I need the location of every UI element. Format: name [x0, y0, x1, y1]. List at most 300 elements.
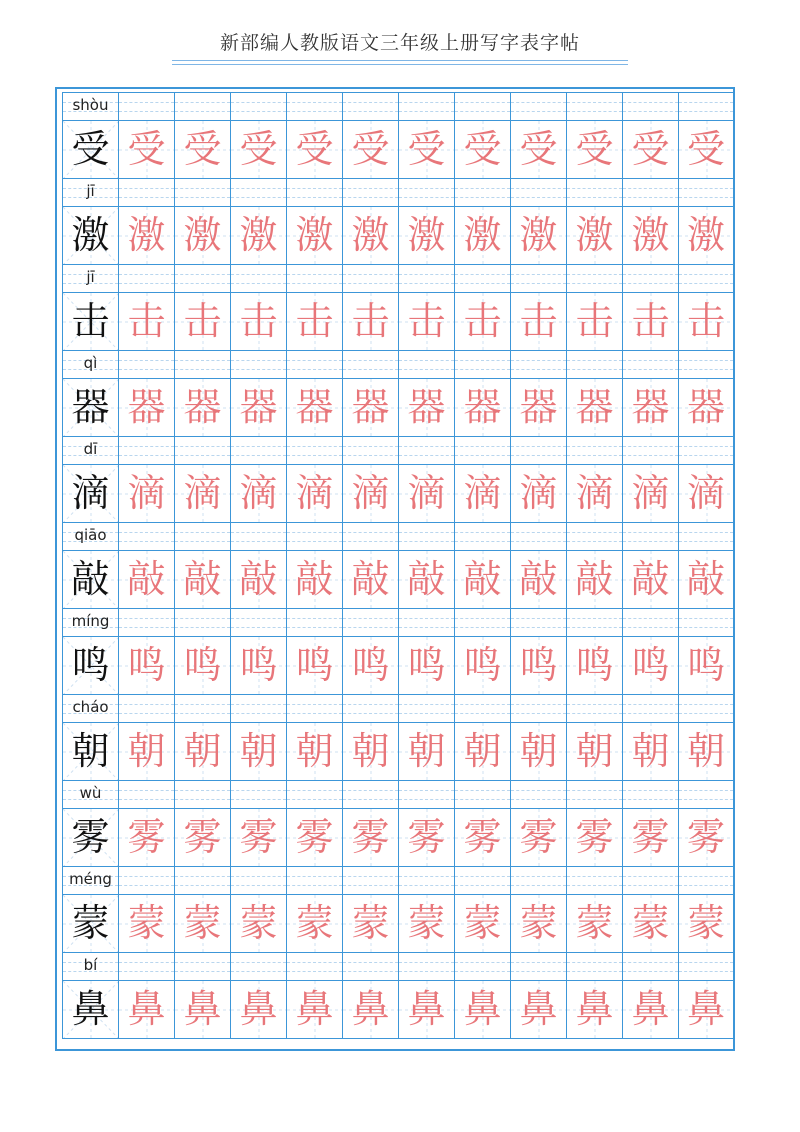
- pinyin-cell: [510, 608, 566, 636]
- pinyin-cell: [566, 522, 622, 550]
- trace-character: 滴: [407, 471, 446, 515]
- tracing-cell: [118, 120, 174, 178]
- pinyin-cell: [230, 436, 286, 464]
- pinyin-label: méng: [69, 870, 112, 888]
- tracing-cell: [510, 378, 566, 436]
- trace-character: 受: [686, 127, 725, 171]
- tracing-cell: [678, 980, 734, 1038]
- pinyin-cell: [118, 608, 174, 636]
- trace-character: 朝: [575, 729, 614, 773]
- trace-character: 器: [631, 385, 670, 429]
- pinyin-cell: [622, 780, 678, 808]
- tracing-cell: [454, 808, 510, 866]
- model-character: 受: [71, 127, 110, 171]
- pinyin-cell: [230, 92, 286, 120]
- pinyin-cell: [398, 866, 454, 894]
- model-character-cell: [62, 292, 118, 350]
- trace-character: 蒙: [407, 901, 446, 945]
- model-character-cell: [62, 206, 118, 264]
- pinyin-cell: [230, 522, 286, 550]
- trace-character: 器: [351, 385, 390, 429]
- character-row: [62, 780, 734, 866]
- pinyin-cell: [510, 264, 566, 292]
- tracing-cell: [510, 722, 566, 780]
- pinyin-cell: [454, 522, 510, 550]
- trace-character: 敲: [631, 557, 670, 601]
- trace-character: 敲: [351, 557, 390, 601]
- trace-character: 激: [631, 213, 670, 257]
- tracing-cell: [286, 550, 342, 608]
- trace-character: 鼻: [183, 987, 222, 1031]
- pinyin-cell: [454, 436, 510, 464]
- trace-character: 激: [463, 213, 502, 257]
- character-row: [62, 952, 734, 1038]
- model-character-cell: [62, 464, 118, 522]
- tracing-cell: [118, 808, 174, 866]
- tracing-cell: [622, 894, 678, 952]
- pinyin-row: [62, 608, 734, 636]
- title-underline: [172, 64, 628, 65]
- pinyin-cell: [622, 350, 678, 378]
- character-row: [62, 92, 734, 178]
- trace-character: 蒙: [519, 901, 558, 945]
- trace-character: 蒙: [575, 901, 614, 945]
- pinyin-cell: [118, 264, 174, 292]
- model-character: 蒙: [71, 901, 110, 945]
- model-character: 滴: [71, 471, 110, 515]
- tracing-cell: [566, 464, 622, 522]
- tracing-cell: [622, 722, 678, 780]
- trace-character: 鼻: [463, 987, 502, 1031]
- pinyin-cell: [230, 694, 286, 722]
- model-character: 朝: [71, 729, 110, 773]
- pinyin-cell: [62, 178, 118, 206]
- tracing-cell: [118, 464, 174, 522]
- pinyin-cell: [622, 178, 678, 206]
- trace-character: 蒙: [127, 901, 166, 945]
- tracing-cell: [454, 550, 510, 608]
- pinyin-cell: [454, 350, 510, 378]
- character-row: [62, 866, 734, 952]
- tracing-cell: [622, 980, 678, 1038]
- tracing-cell: [622, 636, 678, 694]
- pinyin-cell: [510, 178, 566, 206]
- trace-character: 鼻: [407, 987, 446, 1031]
- tracing-cell: [398, 378, 454, 436]
- tracing-cell: [286, 894, 342, 952]
- pinyin-cell: [62, 694, 118, 722]
- trace-character: 滴: [575, 471, 614, 515]
- tracing-cell: [454, 292, 510, 350]
- tracing-cell: [678, 120, 734, 178]
- trace-character: 鸣: [239, 643, 278, 687]
- pinyin-cell: [286, 780, 342, 808]
- pinyin-cell: [118, 92, 174, 120]
- tracing-cell: [678, 464, 734, 522]
- trace-character: 器: [686, 385, 725, 429]
- trace-character: 激: [351, 213, 390, 257]
- trace-character: 雾: [519, 815, 558, 859]
- trace-character: 蒙: [463, 901, 502, 945]
- pinyin-cell: [286, 436, 342, 464]
- trace-character: 鼻: [519, 987, 558, 1031]
- pinyin-cell: [678, 952, 734, 980]
- model-character-cell: [62, 120, 118, 178]
- pinyin-cell: [622, 608, 678, 636]
- trace-character: 敲: [127, 557, 166, 601]
- pinyin-cell: [678, 92, 734, 120]
- trace-character: 敲: [463, 557, 502, 601]
- hanzi-row: [62, 894, 734, 952]
- tracing-cell: [678, 550, 734, 608]
- tracing-cell: [678, 636, 734, 694]
- pinyin-cell: [342, 694, 398, 722]
- trace-character: 蒙: [631, 901, 670, 945]
- pinyin-cell: [510, 780, 566, 808]
- tracing-cell: [118, 378, 174, 436]
- trace-character: 敲: [519, 557, 558, 601]
- trace-character: 朝: [519, 729, 558, 773]
- tracing-cell: [678, 808, 734, 866]
- trace-character: 雾: [295, 815, 334, 859]
- tracing-cell: [566, 120, 622, 178]
- tracing-cell: [566, 808, 622, 866]
- trace-character: 滴: [295, 471, 334, 515]
- trace-character: 击: [295, 299, 334, 343]
- pinyin-label: bí: [83, 956, 98, 974]
- grid-bottom-rule: [62, 1038, 734, 1039]
- pinyin-cell: [622, 522, 678, 550]
- tracing-cell: [230, 894, 286, 952]
- trace-character: 击: [239, 299, 278, 343]
- tracing-cell: [342, 378, 398, 436]
- trace-character: 激: [183, 213, 222, 257]
- title-underline: [172, 60, 628, 61]
- tracing-cell: [454, 894, 510, 952]
- pinyin-cell: [510, 436, 566, 464]
- trace-character: 雾: [463, 815, 502, 859]
- pinyin-cell: [118, 780, 174, 808]
- pinyin-cell: [566, 436, 622, 464]
- tracing-cell: [342, 206, 398, 264]
- tracing-cell: [454, 980, 510, 1038]
- pinyin-cell: [62, 436, 118, 464]
- pinyin-label: qiāo: [74, 526, 107, 544]
- trace-character: 击: [631, 299, 670, 343]
- pinyin-cell: [678, 608, 734, 636]
- pinyin-cell: [566, 178, 622, 206]
- tracing-cell: [622, 550, 678, 608]
- pinyin-cell: [454, 92, 510, 120]
- trace-character: 激: [686, 213, 725, 257]
- pinyin-cell: [622, 92, 678, 120]
- model-character-cell: [62, 722, 118, 780]
- pinyin-cell: [286, 92, 342, 120]
- trace-character: 鸣: [295, 643, 334, 687]
- pinyin-cell: [342, 92, 398, 120]
- trace-character: 蒙: [183, 901, 222, 945]
- pinyin-cell: [342, 436, 398, 464]
- tracing-cell: [454, 206, 510, 264]
- pinyin-row: [62, 780, 734, 808]
- trace-character: 雾: [686, 815, 725, 859]
- tracing-cell: [174, 894, 230, 952]
- model-character-cell: [62, 378, 118, 436]
- tracing-cell: [174, 378, 230, 436]
- hanzi-row: [62, 550, 734, 608]
- trace-character: 受: [519, 127, 558, 171]
- trace-character: 击: [183, 299, 222, 343]
- trace-character: 鸣: [183, 643, 222, 687]
- character-row: [62, 694, 734, 780]
- trace-character: 鸣: [351, 643, 390, 687]
- pinyin-cell: [174, 436, 230, 464]
- trace-character: 朝: [351, 729, 390, 773]
- tracing-cell: [286, 464, 342, 522]
- pinyin-cell: [62, 350, 118, 378]
- trace-character: 鸣: [463, 643, 502, 687]
- trace-character: 受: [239, 127, 278, 171]
- trace-character: 蒙: [351, 901, 390, 945]
- tracing-cell: [454, 636, 510, 694]
- trace-character: 鼻: [127, 987, 166, 1031]
- tracing-cell: [398, 120, 454, 178]
- character-row: [62, 264, 734, 350]
- tracing-cell: [118, 550, 174, 608]
- pinyin-cell: [454, 694, 510, 722]
- tracing-cell: [510, 206, 566, 264]
- trace-character: 鸣: [127, 643, 166, 687]
- character-row: [62, 350, 734, 436]
- tracing-cell: [286, 120, 342, 178]
- trace-character: 朝: [239, 729, 278, 773]
- tracing-cell: [230, 464, 286, 522]
- model-character-cell: [62, 808, 118, 866]
- pinyin-label: dī: [83, 440, 98, 458]
- pinyin-cell: [286, 522, 342, 550]
- trace-character: 蒙: [686, 901, 725, 945]
- trace-character: 鼻: [351, 987, 390, 1031]
- tracing-cell: [118, 894, 174, 952]
- trace-character: 受: [295, 127, 334, 171]
- trace-character: 滴: [631, 471, 670, 515]
- tracing-cell: [622, 464, 678, 522]
- model-character: 鸣: [71, 643, 110, 687]
- tracing-cell: [230, 378, 286, 436]
- tracing-cell: [174, 464, 230, 522]
- pinyin-cell: [230, 264, 286, 292]
- pinyin-cell: [62, 866, 118, 894]
- pinyin-cell: [678, 178, 734, 206]
- trace-character: 击: [127, 299, 166, 343]
- trace-character: 击: [351, 299, 390, 343]
- tracing-cell: [398, 206, 454, 264]
- tracing-cell: [174, 980, 230, 1038]
- trace-character: 鼻: [631, 987, 670, 1031]
- pinyin-cell: [174, 866, 230, 894]
- trace-character: 鸣: [575, 643, 614, 687]
- model-character: 鼻: [71, 987, 110, 1031]
- trace-character: 滴: [351, 471, 390, 515]
- pinyin-cell: [622, 866, 678, 894]
- trace-character: 朝: [295, 729, 334, 773]
- pinyin-cell: [230, 178, 286, 206]
- trace-character: 朝: [407, 729, 446, 773]
- pinyin-cell: [342, 866, 398, 894]
- tracing-cell: [174, 120, 230, 178]
- trace-character: 激: [519, 213, 558, 257]
- tracing-cell: [678, 378, 734, 436]
- trace-character: 敲: [183, 557, 222, 601]
- trace-character: 雾: [127, 815, 166, 859]
- trace-character: 滴: [183, 471, 222, 515]
- pinyin-label: míng: [71, 612, 110, 630]
- pinyin-cell: [454, 952, 510, 980]
- tracing-cell: [342, 636, 398, 694]
- character-row: [62, 608, 734, 694]
- trace-character: 蒙: [295, 901, 334, 945]
- tracing-cell: [566, 550, 622, 608]
- pinyin-cell: [566, 92, 622, 120]
- trace-character: 朝: [183, 729, 222, 773]
- hanzi-row: [62, 292, 734, 350]
- pinyin-cell: [566, 608, 622, 636]
- character-row: [62, 178, 734, 264]
- trace-character: 滴: [519, 471, 558, 515]
- trace-character: 击: [686, 299, 725, 343]
- trace-character: 器: [295, 385, 334, 429]
- trace-character: 受: [463, 127, 502, 171]
- tracing-cell: [342, 120, 398, 178]
- pinyin-row: [62, 436, 734, 464]
- pinyin-cell: [566, 780, 622, 808]
- tracing-cell: [622, 808, 678, 866]
- pinyin-cell: [622, 264, 678, 292]
- pinyin-cell: [342, 608, 398, 636]
- pinyin-cell: [230, 866, 286, 894]
- trace-character: 受: [407, 127, 446, 171]
- pinyin-cell: [286, 866, 342, 894]
- tracing-cell: [342, 464, 398, 522]
- tracing-cell: [398, 722, 454, 780]
- character-row: [62, 436, 734, 522]
- tracing-cell: [678, 206, 734, 264]
- pinyin-cell: [510, 694, 566, 722]
- trace-character: 雾: [351, 815, 390, 859]
- tracing-cell: [286, 980, 342, 1038]
- trace-character: 敲: [575, 557, 614, 601]
- character-row: [62, 522, 734, 608]
- pinyin-cell: [454, 178, 510, 206]
- tracing-cell: [342, 550, 398, 608]
- tracing-cell: [622, 120, 678, 178]
- tracing-cell: [174, 550, 230, 608]
- pinyin-cell: [678, 866, 734, 894]
- trace-character: 击: [463, 299, 502, 343]
- pinyin-cell: [622, 952, 678, 980]
- pinyin-cell: [62, 780, 118, 808]
- tracing-cell: [566, 378, 622, 436]
- trace-character: 激: [575, 213, 614, 257]
- pinyin-row: [62, 178, 734, 206]
- tracing-cell: [174, 722, 230, 780]
- pinyin-cell: [454, 866, 510, 894]
- trace-character: 器: [519, 385, 558, 429]
- tracing-cell: [174, 808, 230, 866]
- model-character-cell: [62, 636, 118, 694]
- pinyin-cell: [566, 694, 622, 722]
- pinyin-cell: [174, 780, 230, 808]
- practice-grid: [62, 92, 734, 1038]
- pinyin-cell: [118, 436, 174, 464]
- pinyin-cell: [230, 952, 286, 980]
- pinyin-cell: [678, 264, 734, 292]
- pinyin-cell: [62, 522, 118, 550]
- pinyin-cell: [342, 780, 398, 808]
- pinyin-label: jī: [86, 268, 95, 286]
- trace-character: 敲: [295, 557, 334, 601]
- pinyin-cell: [398, 522, 454, 550]
- trace-character: 击: [407, 299, 446, 343]
- pinyin-cell: [62, 952, 118, 980]
- tracing-cell: [510, 636, 566, 694]
- model-character: 雾: [71, 815, 110, 859]
- pinyin-cell: [454, 780, 510, 808]
- pinyin-label: cháo: [72, 698, 109, 716]
- trace-character: 敲: [686, 557, 725, 601]
- pinyin-cell: [118, 694, 174, 722]
- pinyin-cell: [62, 92, 118, 120]
- pinyin-cell: [398, 178, 454, 206]
- pinyin-cell: [398, 264, 454, 292]
- tracing-cell: [286, 808, 342, 866]
- tracing-cell: [174, 636, 230, 694]
- tracing-cell: [118, 206, 174, 264]
- pinyin-cell: [398, 694, 454, 722]
- tracing-cell: [118, 980, 174, 1038]
- pinyin-cell: [62, 608, 118, 636]
- tracing-cell: [286, 378, 342, 436]
- pinyin-cell: [398, 780, 454, 808]
- trace-character: 滴: [127, 471, 166, 515]
- model-character: 激: [71, 213, 110, 257]
- pinyin-cell: [286, 608, 342, 636]
- tracing-cell: [230, 722, 286, 780]
- trace-character: 鼻: [239, 987, 278, 1031]
- tracing-cell: [622, 292, 678, 350]
- pinyin-cell: [566, 350, 622, 378]
- tracing-cell: [510, 120, 566, 178]
- tracing-cell: [118, 636, 174, 694]
- pinyin-cell: [510, 952, 566, 980]
- pinyin-cell: [398, 608, 454, 636]
- pinyin-row: [62, 952, 734, 980]
- pinyin-cell: [398, 952, 454, 980]
- pinyin-cell: [174, 694, 230, 722]
- trace-character: 雾: [575, 815, 614, 859]
- pinyin-label: jī: [86, 182, 95, 200]
- trace-character: 雾: [183, 815, 222, 859]
- hanzi-row: [62, 980, 734, 1038]
- hanzi-row: [62, 120, 734, 178]
- pinyin-cell: [342, 952, 398, 980]
- trace-character: 雾: [239, 815, 278, 859]
- tracing-cell: [174, 292, 230, 350]
- tracing-cell: [286, 292, 342, 350]
- trace-character: 器: [183, 385, 222, 429]
- tracing-cell: [566, 636, 622, 694]
- trace-character: 受: [127, 127, 166, 171]
